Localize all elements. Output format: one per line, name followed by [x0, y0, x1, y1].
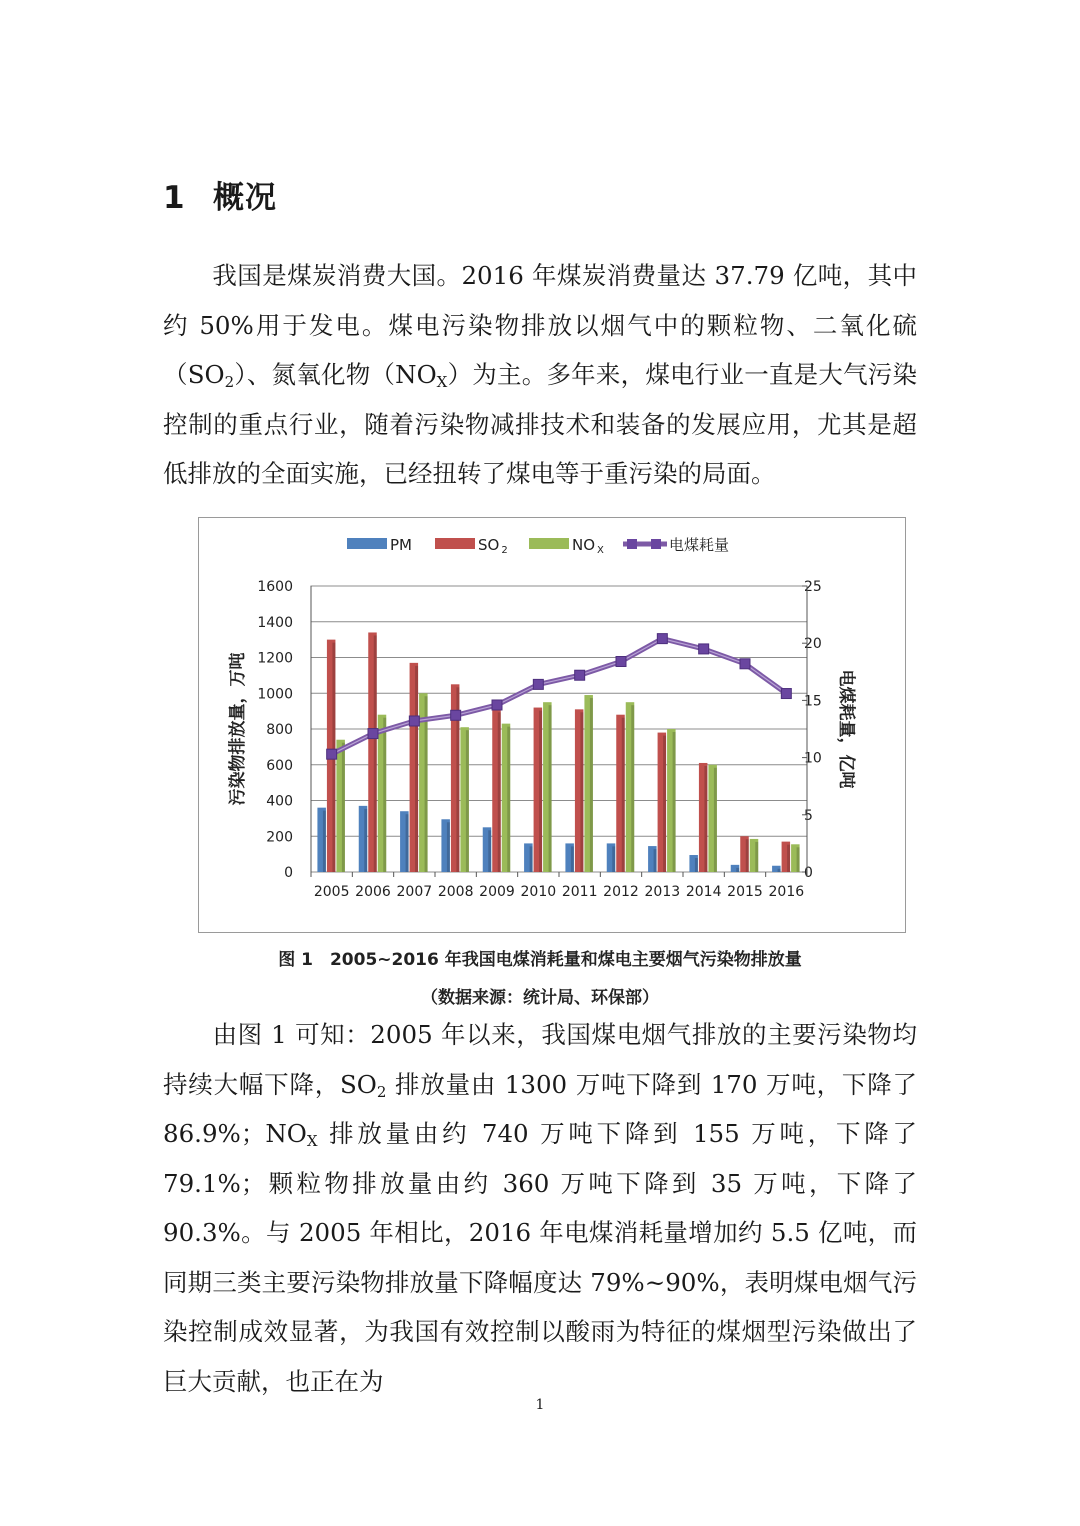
analysis-text-2: 排放量由 1300 万吨下降到 170 万吨，下降了 86.9%；NO: [163, 1069, 917, 1148]
bar-shade: [714, 768, 717, 872]
bar-shade: [383, 718, 386, 872]
coal-marker: [616, 657, 626, 667]
intro-text-1: 我国是煤炭消费大国。2016 年煤炭消费量达 37.79 亿吨，其中约 50%用于发电。煤电污染物排放以烟气中的颗粒物、二氧化硫（SO: [163, 261, 917, 389]
x-tick-label: 2007: [396, 884, 433, 900]
y-left-tick-label: 1200: [257, 650, 293, 667]
bar-shade: [374, 635, 377, 872]
legend-marker: [627, 539, 637, 549]
bar-shade: [673, 732, 676, 872]
chart-frame: [198, 517, 906, 933]
bar-shade: [695, 858, 698, 872]
y-right-tick-label: 0: [804, 865, 813, 881]
intro-text-2: ）、氮氧化物（NO: [234, 360, 437, 389]
x-tick-label: 2016: [768, 884, 805, 900]
coal-marker: [657, 634, 667, 644]
emissions-chart: [199, 518, 905, 932]
bar-shade: [787, 845, 790, 872]
bar-shade: [498, 712, 501, 872]
legend-swatch-so: [435, 538, 475, 549]
bar-shade: [549, 705, 552, 872]
bar-shade: [778, 869, 781, 872]
bar-shade: [364, 809, 367, 872]
analysis-text-1: 由图 1 可知：2005 年以来，我国煤电烟气排放的主要污染物均持续大幅下降，SO: [163, 1020, 917, 1099]
legend-label: PM: [390, 536, 412, 554]
bar-shade: [755, 842, 758, 872]
bar-shade: [663, 736, 666, 872]
x-tick-label: 2013: [644, 884, 681, 900]
page-number: 1: [535, 1397, 545, 1413]
coal-marker: [368, 729, 378, 739]
x-tick-label: 2008: [437, 884, 474, 900]
bar-shade: [612, 846, 615, 872]
analysis-sub-2: X: [306, 1132, 318, 1150]
x-tick-label: 2012: [603, 884, 639, 900]
bar-shade: [622, 718, 625, 872]
y-right-tick-label: 25: [804, 579, 822, 595]
x-tick-label: 2014: [685, 884, 722, 900]
coal-marker: [699, 644, 709, 654]
legend-swatch-pm: [347, 538, 387, 549]
bar-shade: [488, 830, 491, 872]
x-tick-label: 2006: [355, 884, 391, 900]
coal-marker: [740, 659, 750, 669]
analysis-text-3: 排放量由约 740 万吨下降到 155 万吨，下降了 79.1%；颗粒物排放量由约 360 万吨下降到 35 万吨，下降了 90.3%。与 2005 年相比，2016 年电煤消耗量增加约 5.5 亿吨，而同期三类主要污染物排放量下降幅度达 79%~90%，表明煤电烟气污染控制成效显著，为我国有效控制以酸雨为特征的煤烟型污染做出了巨大贡献，也正在为: [163, 1119, 917, 1396]
y-left-tick-label: 1600: [257, 579, 293, 595]
x-tick-label: 2015: [727, 884, 763, 900]
y-left-tick-label: 400: [266, 793, 293, 810]
bar-shade: [466, 730, 469, 872]
legend-label: NO $_X$: [572, 536, 604, 556]
coal-marker: [409, 716, 419, 726]
figure-caption: 图 1 2005~2016 年我国电煤消耗量和煤电主要烟气污染物排放量: [278, 950, 802, 970]
y-right-tick-label: 10: [804, 750, 822, 767]
x-tick-label: 2011: [561, 884, 598, 900]
y-left-axis-title: 污染物排放量，万吨: [228, 652, 248, 806]
y-left-tick-label: 800: [266, 722, 293, 738]
y-right-tick-label: 15: [804, 693, 822, 710]
bar-shade: [580, 712, 583, 872]
legend-swatch-no: [529, 538, 569, 549]
coal-marker: [575, 670, 585, 680]
y-left-tick-label: 0: [284, 865, 293, 881]
coal-marker: [327, 749, 337, 759]
y-right-tick-label: 20: [804, 636, 822, 653]
bar-shade: [425, 696, 428, 872]
bar-shade: [447, 822, 450, 872]
y-left-tick-label: 1000: [257, 686, 293, 703]
coal-marker: [533, 679, 543, 689]
bar-shade: [406, 814, 409, 872]
y-right-tick-label: 5: [804, 807, 813, 824]
bar-shade: [507, 727, 510, 872]
intro-sub-1: 2: [224, 373, 235, 391]
legend-label: 电煤耗量: [669, 536, 730, 554]
intro-sub-2: X: [436, 373, 448, 391]
bar-shade: [539, 711, 542, 872]
y-left-tick-label: 1400: [257, 614, 293, 631]
bar-shade: [654, 849, 657, 872]
figure-source: （数据来源：统计局、环保部）: [421, 988, 659, 1008]
intro-text-3: ）为主。多年来，煤电行业一直是大气污染控制的重点行业，随着污染物减排技术和装备的发展应用，尤其是超低排放的全面实施，已经扭转了煤电等于重污染的局面。: [163, 360, 918, 488]
coal-marker: [492, 700, 502, 710]
bar-shade: [704, 766, 707, 872]
x-tick-label: 2010: [520, 884, 557, 900]
coal-marker: [781, 689, 791, 699]
section-heading: [163, 172, 277, 217]
x-tick-label: 2005: [313, 884, 350, 900]
bar-shade: [797, 847, 800, 872]
y-right-axis-title: 电煤耗量，亿吨: [836, 669, 856, 789]
bar-shade: [590, 698, 593, 872]
analysis-paragraph: [163, 1010, 917, 1406]
intro-paragraph: [163, 251, 917, 499]
bar-shade: [415, 666, 418, 872]
bar-shade: [342, 743, 345, 872]
coal-marker: [451, 710, 461, 720]
section-title: 概况: [213, 180, 277, 216]
x-tick-label: 2009: [479, 884, 515, 900]
y-left-tick-label: 600: [266, 757, 293, 774]
bar-shade: [746, 839, 749, 872]
bar-shade: [631, 705, 634, 872]
bar-shade: [530, 846, 533, 872]
section-number: 1: [163, 180, 186, 216]
legend-label: SO $_2$: [478, 536, 508, 556]
analysis-sub-1: 2: [376, 1082, 387, 1101]
legend-marker: [651, 539, 661, 549]
y-left-tick-label: 200: [266, 829, 293, 846]
bar-shade: [323, 811, 326, 872]
bar-shade: [736, 868, 739, 872]
bar-shade: [571, 846, 574, 872]
